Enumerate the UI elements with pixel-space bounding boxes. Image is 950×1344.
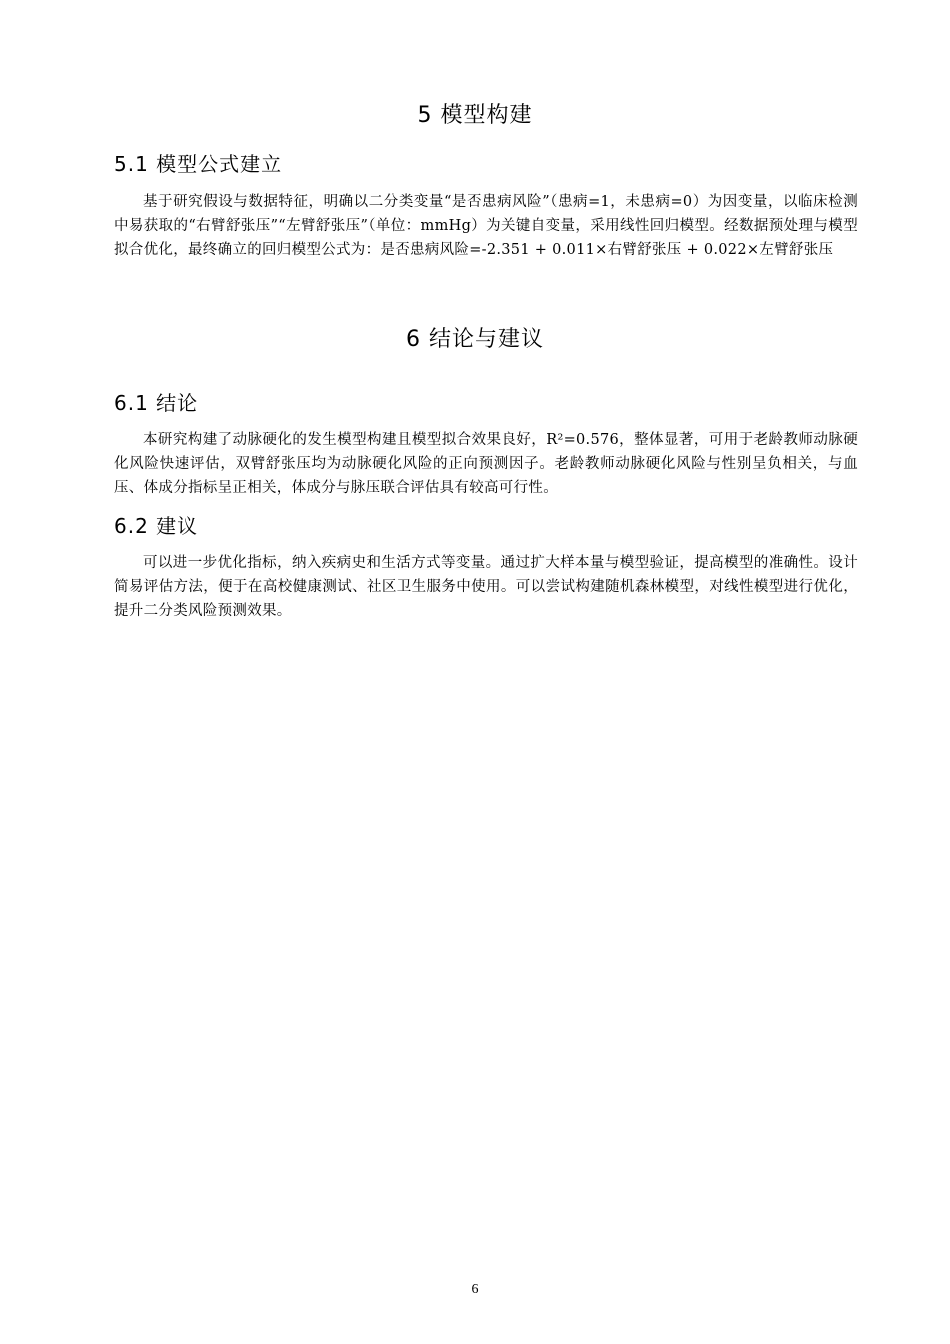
section-5-1-paragraph: 基于研究假设与数据特征，明确以二分类变量“是否患病风险”（患病=1，未患病=0）为因变量，以临床检测中易获取的“右臂舒张压”“左臂舒张压”（单位：mmHg）为关键自变量，采用线性回归模型。经数据预处理与模型拟合优化，最终确立的回归模型公式为：是否患病风险=-2.351 + 0.011×右臂舒张压 + 0.022×左臂舒张压 <box>114 194 858 258</box>
section-5-1-title: 5.1 模型公式建立 <box>114 152 283 176</box>
chapter-6-title: 6 结论与建议 <box>406 327 544 352</box>
section-6-2-paragraph: 可以进一步优化指标，纳入疾病史和生活方式等变量。通过扩大样本量与模型验证，提高模型的准确性。设计简易评估方法，便于在高校健康测试、社区卫生服务中使用。可以尝试构建随机森林模型，对线性模型进行优化，提升二分类风险预测效果。 <box>114 555 858 619</box>
chapter-5-title: 5 模型构建 <box>417 103 533 128</box>
page-number: 6 <box>471 1282 479 1297</box>
section-6-2-title: 6.2 建议 <box>114 514 199 538</box>
section-6-1-title: 6.1 结论 <box>114 391 199 415</box>
section-6-1-paragraph: 本研究构建了动脉硬化的发生模型构建且模型拟合效果良好，R²=0.576，整体显著，可用于老龄教师动脉硬化风险快速评估，双臂舒张压均为动脉硬化风险的正向预测因子。老龄教师动脉硬化风险与性别呈负相关，与血压、体成分指标呈正相关，体成分与脉压联合评估具有较高可行性。 <box>114 432 858 496</box>
